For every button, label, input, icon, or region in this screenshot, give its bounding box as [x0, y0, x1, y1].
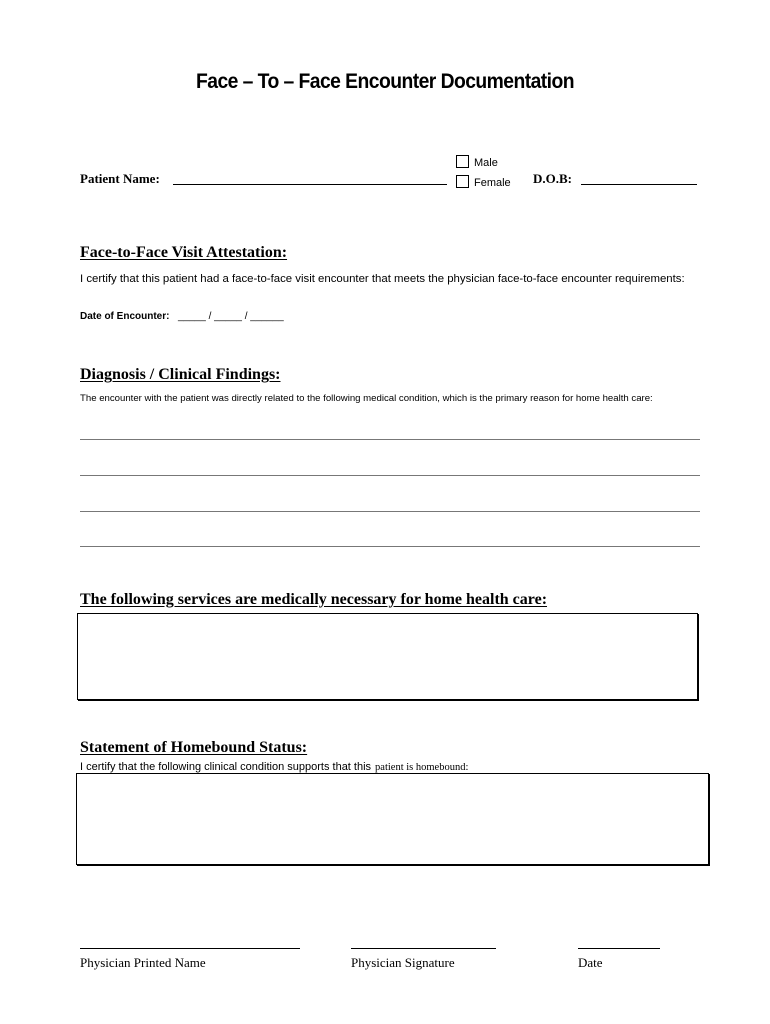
- signature-label: Physician Signature: [351, 955, 455, 970]
- form-title: Face – To – Face Encounter Documentation: [195, 70, 575, 93]
- services-heading: The following services are medically necessary for home health care:: [80, 591, 548, 608]
- diagnosis-statement: The encounter with the patient was directly related to the following medical condition, which is the primary reason for home health care:: [80, 393, 653, 404]
- signature-date-line[interactable]: [578, 948, 660, 949]
- printed-name-label: Physician Printed Name: [80, 955, 206, 970]
- male-checkbox[interactable]: [456, 155, 469, 168]
- patient-name-field[interactable]: [173, 184, 447, 185]
- attestation-heading: Face-to-Face Visit Attestation:: [80, 244, 288, 261]
- homebound-textbox[interactable]: [76, 773, 709, 865]
- services-textbox[interactable]: [77, 613, 698, 700]
- homebound-statement-part2: patient is homebound:: [375, 762, 469, 773]
- date-of-encounter-label: Date of Encounter:: [80, 311, 170, 322]
- diagnosis-line-1[interactable]: [80, 439, 700, 440]
- diagnosis-line-2[interactable]: [80, 475, 700, 476]
- date-of-encounter-field[interactable]: _____ / _____ / ______: [178, 311, 284, 322]
- dob-label: D.O.B:: [533, 171, 572, 186]
- homebound-statement-part1: I certify that the following clinical condition supports that this: [80, 761, 372, 773]
- signature-line[interactable]: [351, 948, 496, 949]
- signature-date-label: Date: [578, 955, 603, 970]
- diagnosis-line-4[interactable]: [80, 546, 700, 547]
- patient-name-label: Patient Name:: [80, 171, 160, 186]
- male-option-label: Male: [474, 157, 498, 169]
- female-checkbox[interactable]: [456, 175, 469, 188]
- printed-name-line[interactable]: [80, 948, 300, 949]
- diagnosis-heading: Diagnosis / Clinical Findings:: [80, 366, 281, 383]
- dob-field[interactable]: [581, 184, 697, 185]
- homebound-heading: Statement of Homebound Status:: [80, 739, 308, 756]
- diagnosis-line-3[interactable]: [80, 511, 700, 512]
- attestation-statement: I certify that this patient had a face-to-face visit encounter that meets the physician face-to-face encounter requirements:: [80, 273, 685, 285]
- female-option-label: Female: [474, 177, 511, 189]
